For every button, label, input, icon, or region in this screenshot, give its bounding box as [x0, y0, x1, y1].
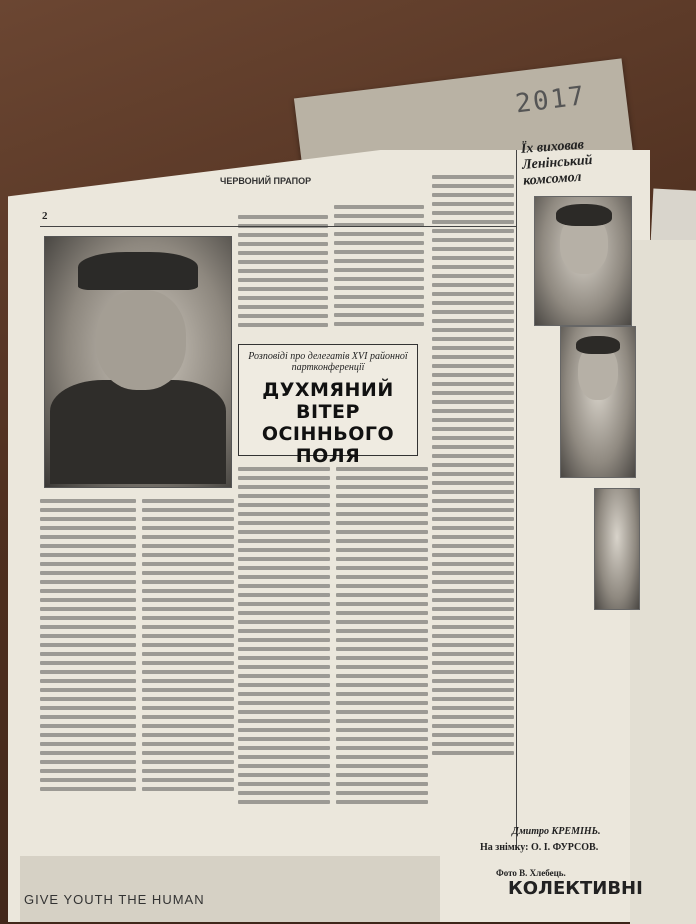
bottom-banner-text: GIVE YOUTH THE HUMAN: [24, 892, 205, 907]
text-column-3-top: [238, 210, 328, 340]
page-number: 2: [42, 210, 48, 222]
text-column-1: [40, 494, 136, 824]
photo-caption: На знімку: О. І. ФУРСОВ.: [480, 842, 599, 853]
text-column-2: [142, 494, 234, 824]
photo-credit: Фото В. Хлебець.: [496, 868, 566, 878]
photo-face-shape: [96, 290, 186, 390]
newspaper-masthead: ЧЕРВОНИЙ ПРАПОР: [220, 176, 312, 186]
text-column-5: [432, 170, 514, 820]
text-column-4: [336, 462, 428, 842]
article-headline: ДУХМЯНИЙ ВІТЕР ОСІННЬОГО ПОЛЯ: [261, 379, 395, 467]
photo-cap-shape: [78, 252, 198, 290]
article-headline-box: [238, 344, 418, 467]
side-article-title: Їх виховав Ленінський комсомол: [520, 137, 593, 189]
column-divider: [516, 150, 517, 850]
photo-coat-shape: [50, 380, 226, 484]
text-column-4-top: [334, 200, 424, 340]
portrait-young-man-hair: [556, 204, 612, 226]
portrait-young-woman-hair: [576, 336, 620, 354]
portrait-third-person: [594, 488, 640, 610]
text-column-3: [238, 462, 330, 842]
article-kicker: Розповіді про делегатів XVI районної партконференції: [248, 351, 408, 373]
bottom-photo-strip: [20, 856, 440, 922]
article-author: Дмитро КРЕМІНЬ.: [512, 826, 601, 837]
bottom-headline-fragment: КОЛЕКТИВНІ: [508, 878, 643, 899]
underlying-sheet-number: 2017: [513, 81, 588, 120]
